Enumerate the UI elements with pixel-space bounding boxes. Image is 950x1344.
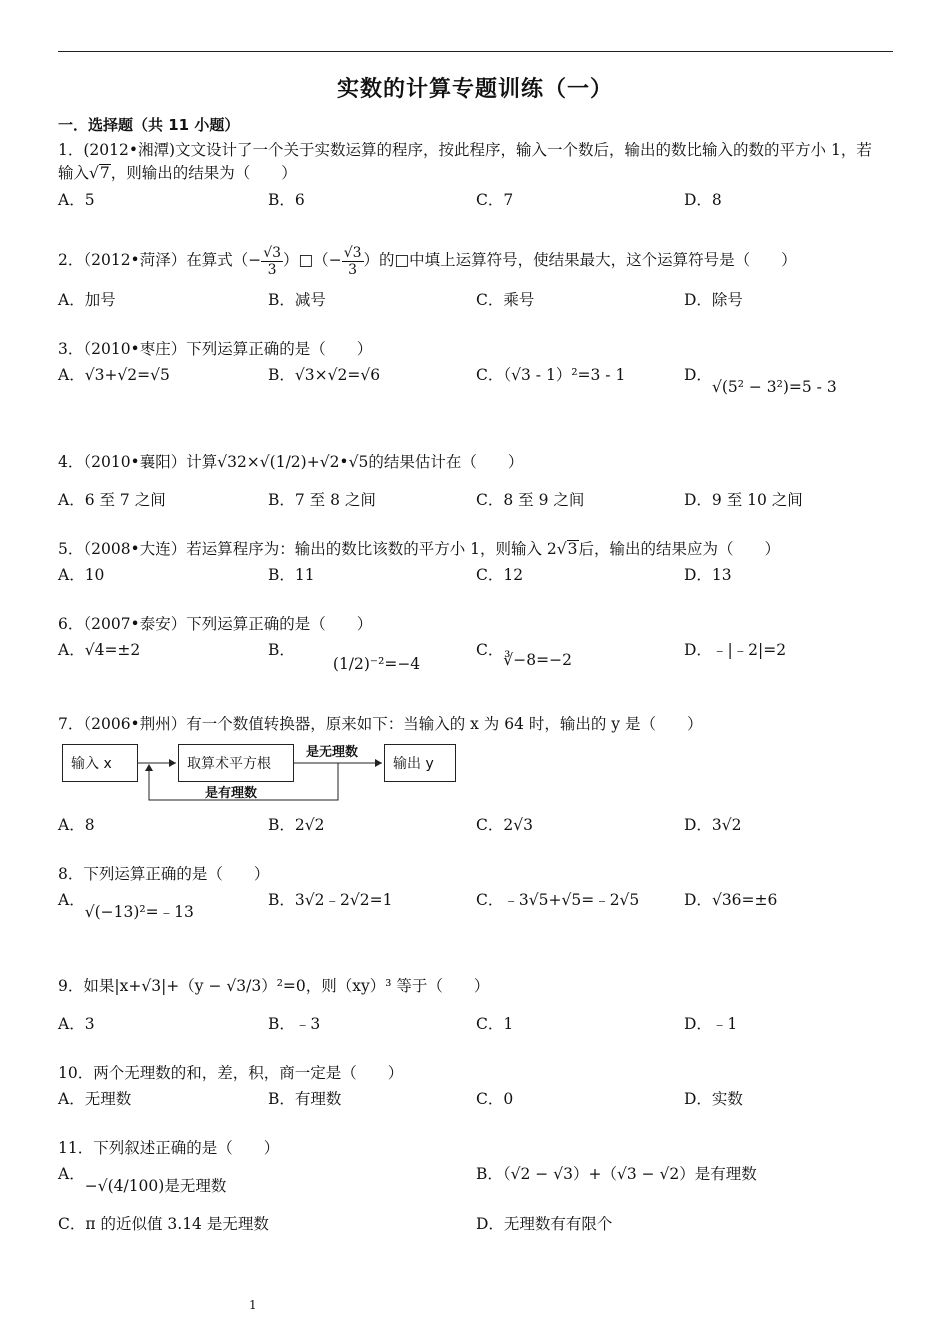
q4-option-b[interactable]: B．7 至 8 之间 xyxy=(268,491,376,509)
q9-option-c[interactable]: C．1 xyxy=(476,1015,514,1033)
q4-option-a[interactable]: A．6 至 7 之间 xyxy=(58,491,166,509)
q2-pre: 2．（2012•菏泽）在算式（ xyxy=(58,251,249,269)
option-tail: 是有理数 xyxy=(694,1165,757,1183)
q9-stem xyxy=(58,976,489,996)
q9-option-b[interactable]: B．﹣3 xyxy=(268,1015,321,1033)
option-label: B． xyxy=(268,366,295,384)
q1-option-b[interactable]: B．6 xyxy=(268,191,305,209)
math-expression: √36=±6 xyxy=(711,891,778,909)
option-label: A． xyxy=(58,641,85,659)
sqrt-symbol: √3 xyxy=(556,540,578,558)
q9-pre: 9．如果 xyxy=(58,977,115,995)
option-tail: 是无理数 xyxy=(164,1177,227,1195)
q1-radicand: 7 xyxy=(99,164,110,182)
q2-option-d[interactable]: D．除号 xyxy=(684,291,743,309)
q1-stem-line1: 1．(2012•湘潭)文文设计了一个关于实数运算的程序，按此程序，输入一个数后，输出的数比输入的数的平方小 1，若 xyxy=(58,141,872,159)
page-number: 1 xyxy=(249,1298,257,1312)
q2-post: ）的□中填上运算符号，使结果最大，这个运算符号是（ ） xyxy=(363,251,797,269)
q2-option-c[interactable]: C．乘号 xyxy=(476,291,535,309)
q9-post: ，则（xy）³ 等于（ ） xyxy=(305,977,490,995)
q2-option-b[interactable]: B．减号 xyxy=(268,291,326,309)
option-label: B． xyxy=(268,641,295,659)
q4-option-c[interactable]: C．8 至 9 之间 xyxy=(476,491,585,509)
math-expression: √(5² − 3²)=5 - 3 xyxy=(711,378,837,396)
q10-option-c[interactable]: C．0 xyxy=(476,1090,514,1108)
math-expression: ∛−8=−2 xyxy=(503,651,572,669)
q10-option-d[interactable]: D．实数 xyxy=(684,1090,743,1108)
option-label: D． xyxy=(684,366,712,384)
q7-option-d[interactable]: D．3√2 xyxy=(684,816,742,834)
q7-option-a[interactable]: A．8 xyxy=(58,816,95,834)
option-label: A． xyxy=(58,366,85,384)
q5-option-d[interactable]: D．13 xyxy=(684,566,732,584)
frac-denominator: 3 xyxy=(267,261,277,278)
math-expression: ﹣|﹣2|=2 xyxy=(711,641,787,659)
q10-stem: 10．两个无理数的和，差，积，商一定是（ ） xyxy=(58,1064,404,1082)
option-label: D． xyxy=(684,641,712,659)
page-title: 实数的计算专题训练（一） xyxy=(336,77,613,102)
q8-stem: 8．下列运算正确的是（ ） xyxy=(58,865,270,883)
q5-pre: 5．（2008•大连）若运算程序为：输出的数比该数的平方小 1，则输入 2 xyxy=(58,540,557,558)
math-expression: ﹣3√5+√5=﹣2√5 xyxy=(503,891,640,909)
option-label: B． xyxy=(476,1165,503,1183)
q10-option-a[interactable]: A．无理数 xyxy=(58,1090,132,1108)
q9-option-a[interactable]: A．3 xyxy=(58,1015,95,1033)
q4-option-d[interactable]: D．9 至 10 之间 xyxy=(684,491,803,509)
math-expression: 3√2﹣2√2=1 xyxy=(294,891,393,909)
q5-option-b[interactable]: B．11 xyxy=(268,566,315,584)
math-expression: √4=±2 xyxy=(84,641,141,659)
q11-option-b[interactable] xyxy=(476,1164,757,1184)
q8-option-c[interactable] xyxy=(476,890,639,910)
q5-radicand: 3 xyxy=(567,540,578,558)
q3-stem: 3．（2010•枣庄）下列运算正确的是（ ） xyxy=(58,340,373,358)
q1-input-text: 输入 xyxy=(58,164,90,182)
q2-option-a[interactable]: A．加号 xyxy=(58,291,116,309)
q10-option-b[interactable]: B．有理数 xyxy=(268,1090,342,1108)
q11-option-c[interactable]: C．π 的近似值 3.14 是无理数 xyxy=(58,1215,269,1233)
q5-option-a[interactable]: A．10 xyxy=(58,566,105,584)
option-label: C． xyxy=(476,641,504,659)
section-heading: 一．选择题（共 11 小题） xyxy=(58,116,240,134)
q4-pre: 4．（2010•襄阳）计算 xyxy=(58,453,218,471)
option-label: A． xyxy=(58,891,85,909)
option-label: C． xyxy=(476,366,504,384)
q7-stem: 7．（2006•荆州）有一个数值转换器，原来如下：当输入的 x 为 64 时，输出的 y 是（ ） xyxy=(58,715,703,733)
math-expression: √3+√2=√5 xyxy=(84,366,170,384)
option-label: C． xyxy=(476,891,504,909)
option-label: B． xyxy=(268,891,295,909)
math-expression: （√3 - 1）²=3 - 1 xyxy=(503,366,626,384)
q9-option-d[interactable]: D．﹣1 xyxy=(684,1015,738,1033)
q5-option-c[interactable]: C．12 xyxy=(476,566,524,584)
math-expression: −√(4/100) xyxy=(84,1177,165,1195)
sqrt-symbol: √7 xyxy=(89,164,110,182)
frac-denominator: 3 xyxy=(348,261,358,278)
math-expression: √(−13)²=﹣13 xyxy=(84,903,194,921)
math-expression: √3×√2=√6 xyxy=(294,366,381,384)
q1-option-d[interactable]: D．8 xyxy=(684,191,722,209)
q5-post: 后，输出的结果应为（ ） xyxy=(578,540,781,558)
flow-input-box: 输入 x xyxy=(62,744,138,782)
q11-option-d[interactable]: D．无理数有有限个 xyxy=(476,1215,613,1233)
flow-yes-label: 是无理数 xyxy=(306,745,359,760)
q11-stem: 11．下列叙述正确的是（ ） xyxy=(58,1139,280,1157)
q7-option-b[interactable]: B．2√2 xyxy=(268,816,325,834)
q8-option-b[interactable] xyxy=(268,890,392,910)
q1-option-a[interactable]: A．5 xyxy=(58,191,95,209)
math-expression: √32×√(1/2)+√2•√5 xyxy=(217,453,369,471)
flow-no-label: 是有理数 xyxy=(205,786,258,801)
q1-tail: ，则输出的结果为（ ） xyxy=(110,164,297,182)
frac-numerator: √3 xyxy=(343,244,362,261)
q8-option-d[interactable] xyxy=(684,890,777,910)
q7-option-c[interactable]: C．2√3 xyxy=(476,816,533,834)
option-label: D． xyxy=(684,891,712,909)
flow-output-box: 输出 y xyxy=(384,744,456,782)
q11-option-a[interactable] xyxy=(58,1164,227,1195)
math-expression: |x+√3|+（y − √3/3）²=0 xyxy=(114,977,306,995)
q2-mid: ）□（ xyxy=(283,251,329,269)
q1-option-c[interactable]: C．7 xyxy=(476,191,514,209)
q8-option-a[interactable] xyxy=(58,890,194,921)
q6-stem: 6．（2007•泰安）下列运算正确的是（ ） xyxy=(58,615,373,633)
math-expression: （√2 − √3）+（√3 − √2） xyxy=(502,1165,695,1183)
q2-minus-2: − xyxy=(328,251,342,269)
flow-process-box: 取算术平方根 xyxy=(178,744,294,782)
q4-post: 的结果估计在（ ） xyxy=(368,453,524,471)
option-label: A． xyxy=(58,1165,85,1183)
q2-minus: − xyxy=(248,251,262,269)
math-expression: (1/2)⁻²=−4 xyxy=(332,655,421,673)
frac-numerator: √3 xyxy=(263,244,282,261)
